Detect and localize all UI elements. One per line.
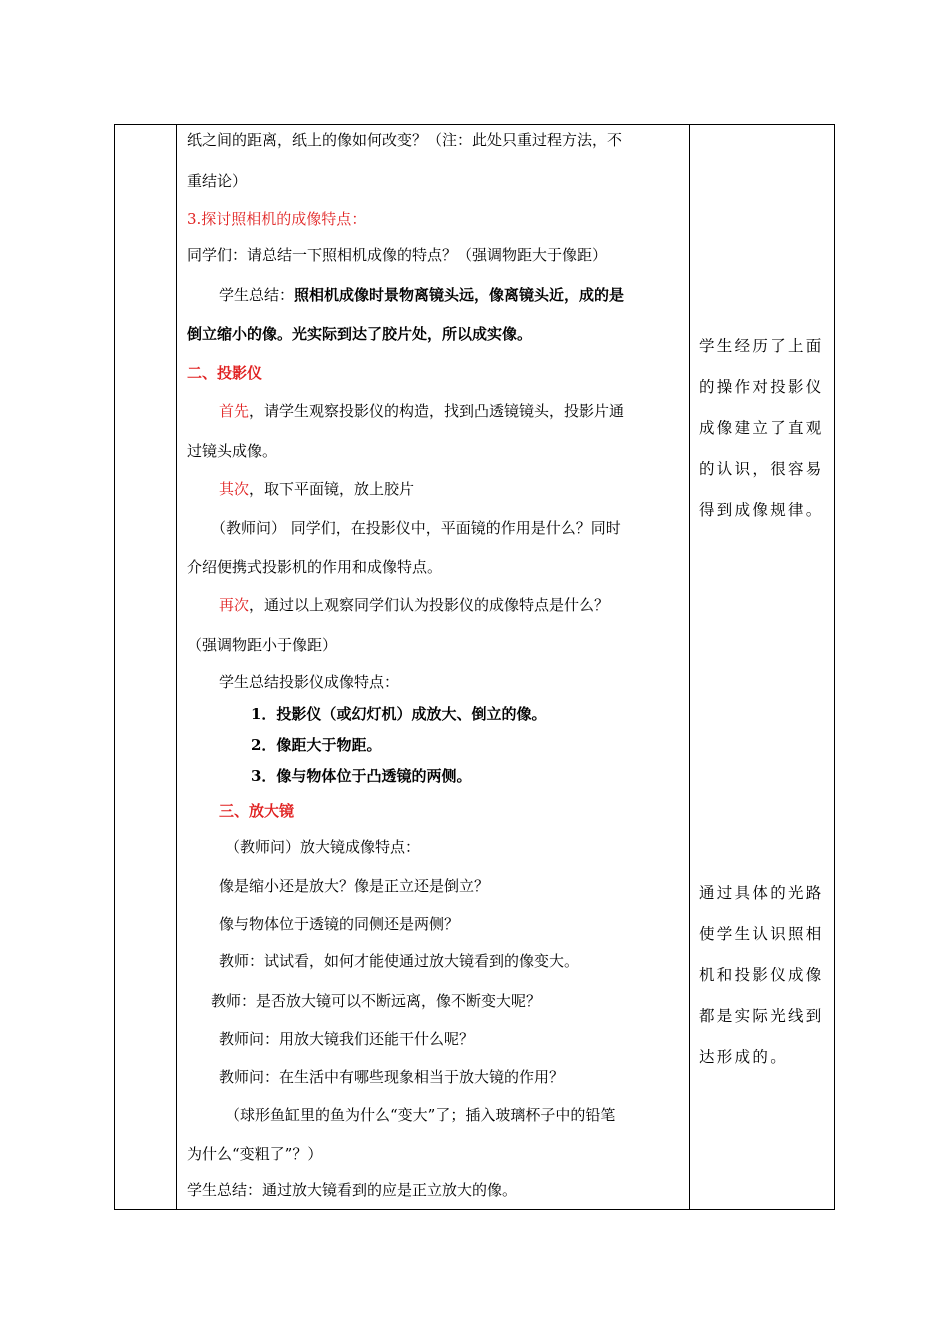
lesson-table	[114, 124, 835, 1210]
text-line: 像与物体位于透镜的同侧还是两侧？	[219, 915, 460, 933]
list-item: 1．投影仪（或幻灯机）成放大、倒立的像。	[251, 705, 547, 723]
summary-bold: 照相机成像时景物离镜头远，像离镜头近，成的是	[294, 286, 625, 304]
text-line	[219, 479, 414, 499]
text-line: 学生总结：通过放大镜看到的应是正立放大的像。	[187, 1181, 518, 1199]
note-line: 机和投影仪成像	[699, 966, 824, 984]
note-line: 通过具体的光路	[699, 884, 824, 902]
text-line: 介绍便携式投影机的作用和成像特点。	[187, 558, 443, 576]
text-line	[219, 595, 609, 615]
note-line: 达形成的。	[699, 1048, 789, 1066]
text-line: （强调物距小于像距）	[187, 636, 338, 654]
text-line: 倒立缩小的像。光实际到达了胶片处，所以成实像。	[187, 325, 533, 343]
text-line: 重结论）	[187, 172, 248, 190]
note-line: 学生经历了上面	[699, 337, 824, 355]
text-line	[219, 401, 624, 421]
text-line: 教师问：在生活中有哪些现象相当于放大镜的作用？	[219, 1068, 565, 1086]
text-line: 为什么“变粗了”？）	[187, 1145, 323, 1163]
text-line: 教师问：用放大镜我们还能干什么呢？	[219, 1030, 475, 1048]
text-line: 纸之间的距离，纸上的像如何改变？（注：此处只重过程方法，不	[187, 131, 623, 149]
list-item: 3．像与物体位于凸透镜的两侧。	[251, 767, 472, 785]
text-line: （教师问）放大镜成像特点：	[225, 838, 421, 856]
step-text: ，通过以上观察同学们认为投影仪的成像特点是什么？	[249, 596, 610, 614]
text-line: （球形鱼缸里的鱼为什么“变大”了；插入玻璃杯子中的铅笔	[225, 1106, 616, 1124]
text-line: 教师：试试看，如何才能使通过放大镜看到的像变大。	[219, 952, 580, 970]
section-heading: 二、投影仪	[187, 364, 263, 382]
note-line: 成像建立了直观	[699, 419, 824, 437]
section-heading: 三、放大镜	[219, 802, 295, 820]
text-line: （教师问） 同学们，在投影仪中，平面镜的作用是什么？同时	[211, 519, 621, 537]
note-line: 使学生认识照相	[699, 925, 824, 943]
text-line	[219, 285, 624, 305]
section-heading: 3.探讨照相机的成像特点：	[187, 210, 367, 228]
step-word: 首先	[219, 402, 250, 420]
text-line: 教师：是否放大镜可以不断远离，像不断变大呢？	[211, 992, 542, 1010]
text-line: 同学们：请总结一下照相机成像的特点？（强调物距大于像距）	[187, 246, 608, 264]
step-text: ，取下平面镜，放上胶片	[249, 480, 415, 498]
step-word: 其次	[219, 480, 250, 498]
step-word: 再次	[219, 596, 250, 614]
text-line: 过镜头成像。	[187, 442, 278, 460]
step-text: ，请学生观察投影仪的构造，找到凸透镜镜头，投影片通	[249, 402, 625, 420]
list-item: 2．像距大于物距。	[251, 736, 382, 754]
column-divider-1	[176, 125, 177, 1209]
note-line: 都是实际光线到	[699, 1007, 824, 1025]
text-line: 像是缩小还是放大？像是正立还是倒立？	[219, 877, 490, 895]
note-line: 的认识，很容易	[699, 460, 824, 478]
column-divider-2	[689, 125, 690, 1209]
label: 学生总结：	[219, 286, 295, 304]
note-line: 的操作对投影仪	[699, 378, 824, 396]
note-line: 得到成像规律。	[699, 501, 824, 519]
text-line: 学生总结投影仪成像特点：	[219, 673, 400, 691]
